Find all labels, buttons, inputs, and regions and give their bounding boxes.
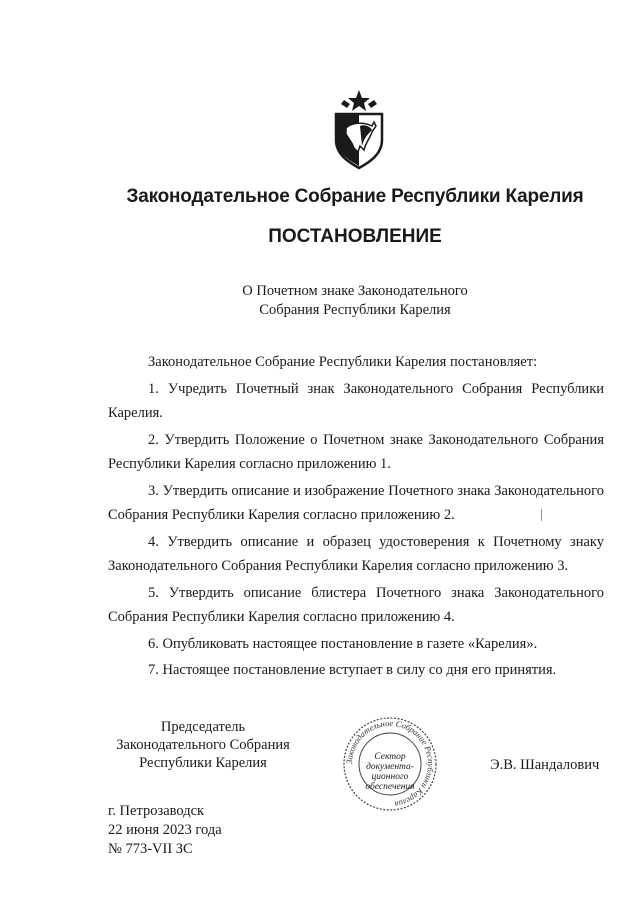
clause-2: 2. Утвердить Положение о Почетном знаке Законодательного Собрания Республики Карелия согласно приложению 1.	[108, 431, 604, 472]
signatory-position	[108, 718, 298, 772]
stamp-line-1: Сектор	[374, 752, 406, 762]
document-footer	[108, 802, 222, 859]
scan-mark	[541, 509, 542, 521]
signer-name: Э.В. Шандалович	[490, 757, 600, 773]
stamp-ring-text: Законодательное Собрание Республики Карелия	[343, 717, 437, 810]
position-line-3: Республики Карелия	[139, 755, 267, 771]
clause-5: 5. Утвердить описание блистера Почетного знака Законодательного Собрания Республики Карелия согласно приложению 4.	[108, 584, 604, 625]
coat-of-arms-emblem	[330, 88, 388, 170]
position-line-1: Председатель	[160, 719, 246, 735]
adoption-date: 22 июня 2023 года	[108, 822, 222, 838]
document-type-title: ПОСТАНОВЛЕНИЕ	[268, 226, 442, 247]
organization-title: Законодательное Собрание Республики Карелия	[126, 186, 584, 207]
clause-3: 3. Утвердить описание и изображение Почетного знака Законодательного Собрания Республики Карелия согласно приложению 2.	[108, 482, 604, 523]
stamp-center-text	[342, 752, 438, 792]
stamp-line-2: документа-	[366, 762, 414, 772]
stamp-line-3: ционного	[371, 772, 409, 782]
clause-1: 1. Учредить Почетный знак Законодательного Собрания Республики Карелия.	[108, 380, 604, 421]
clause-7: 7. Настоящее постановление вступает в силу со дня его принятия.	[148, 662, 557, 678]
clause-6: 6. Опубликовать настоящее постановление в газете «Карелия».	[148, 635, 538, 652]
stamp-line-4: обеспечения	[365, 782, 415, 792]
city: г. Петрозаводск	[108, 803, 205, 819]
document-number: № 773-VII ЗС	[108, 841, 193, 857]
clause-4: 4. Утвердить описание и образец удостоверения к Почетному знаку Законодательного Собрания Республики Карелия согласно приложению 3.	[108, 533, 604, 574]
resolution-body	[108, 350, 604, 683]
subject-line-1: О Почетном знаке Законодательного	[242, 283, 468, 299]
resolution-subject	[0, 282, 640, 320]
position-line-2: Законодательного Собрания	[116, 737, 290, 753]
preamble: Законодательное Собрание Республики Карелия постановляет:	[148, 354, 538, 370]
subject-line-2: Собрания Республики Карелия	[259, 302, 451, 318]
